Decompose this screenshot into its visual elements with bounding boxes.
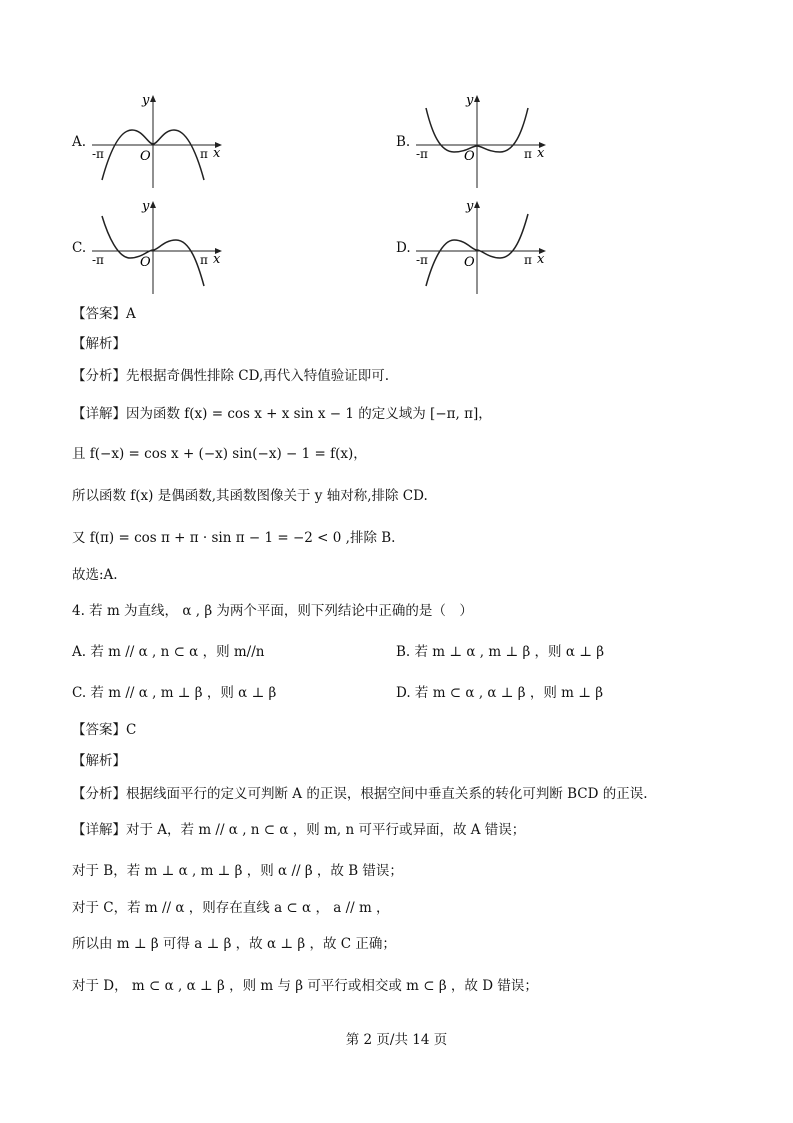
q3-fenxi: 【分析】先根据奇偶性排除 CD,再代入特值验证即可. <box>72 368 390 384</box>
graph-c <box>88 194 228 299</box>
pi-label: π <box>200 253 208 267</box>
pi-label: π <box>524 253 532 267</box>
option-a-letter: A. <box>72 134 87 150</box>
q4-stem: 4. 若 m 为直线， α , β 为两个平面，则下列结论中正确的是（ ） <box>72 603 473 619</box>
q3-answer: 【答案】A <box>72 306 136 322</box>
y-arrow-icon <box>474 95 480 102</box>
neg-pi-label: -π <box>92 147 104 161</box>
q4-option-d: D. 若 m ⊂ α , α ⊥ β ，则 m ⊥ β <box>396 685 604 701</box>
q3-choose: 故选:A. <box>72 567 118 583</box>
graph-b <box>412 88 552 193</box>
y-arrow-icon <box>474 201 480 208</box>
y-label: y <box>142 199 150 214</box>
x-label: x <box>213 146 221 161</box>
graph-d <box>412 194 552 299</box>
y-arrow-icon <box>150 201 156 208</box>
neg-pi-label: -π <box>416 147 428 161</box>
q4-analysis-heading: 【解析】 <box>72 753 126 769</box>
y-label: y <box>466 199 474 214</box>
q4-detail-2: 对于 B，若 m ⊥ α , m ⊥ β ，则 α // β ，故 B 错误； <box>72 863 403 879</box>
q4-detail-5: 对于 D， m ⊂ α , α ⊥ β ，则 m 与 β 可平行或相交或 m ⊂ β ，故 D 错误； <box>72 978 538 994</box>
x-label: x <box>537 252 545 267</box>
q3-analysis-heading: 【解析】 <box>72 336 126 352</box>
x-label: x <box>213 252 221 267</box>
x-label: x <box>537 146 545 161</box>
y-label: y <box>142 93 150 108</box>
pi-label: π <box>524 147 532 161</box>
neg-pi-label: -π <box>92 253 104 267</box>
origin-label: O <box>464 255 475 270</box>
pi-label: π <box>200 147 208 161</box>
q4-detail-1: 【详解】对于 A，若 m // α , n ⊂ α ，则 m, n 可平行或异面，故 A 错误； <box>72 822 526 838</box>
q3-detail-2: 且 f(−x) = cos x + (−x) sin(−x) − 1 = f(x)， <box>72 446 367 462</box>
q3-detail-3: 所以函数 f(x) 是偶函数,其函数图像关于 y 轴对称,排除 CD. <box>72 488 428 504</box>
q4-detail-3: 对于 C，若 m // α ，则存在直线 a ⊂ α ， a // m ， <box>72 900 390 916</box>
origin-label: O <box>464 149 475 164</box>
option-c-letter: C. <box>72 240 87 256</box>
option-d-letter: D. <box>396 240 411 256</box>
page-footer: 第 2 页/共 14 页 <box>345 1032 448 1048</box>
q4-option-b: B. 若 m ⊥ α , m ⊥ β ，则 α ⊥ β <box>396 644 605 660</box>
option-b-letter: B. <box>396 134 411 150</box>
q4-fenxi: 【分析】根据线面平行的定义可判断 A 的正误，根据空间中垂直关系的转化可判断 BCD 的正误. <box>72 786 648 802</box>
q4-detail-4: 所以由 m ⊥ β 可得 a ⊥ β ，故 α ⊥ β ，故 C 正确； <box>72 936 396 952</box>
origin-label: O <box>140 255 151 270</box>
q3-detail-1: 【详解】因为函数 f(x) = cos x + x sin x − 1 的定义域为 [−π, π]， <box>72 406 492 422</box>
q3-detail-4: 又 f(π) = cos π + π · sin π − 1 = −2 < 0 ,排除 B. <box>72 530 396 546</box>
y-arrow-icon <box>150 95 156 102</box>
q4-option-a: A. 若 m // α , n ⊂ α ，则 m//n <box>72 644 265 660</box>
origin-label: O <box>140 149 151 164</box>
neg-pi-label: -π <box>416 253 428 267</box>
q4-option-c: C. 若 m // α , m ⊥ β ，则 α ⊥ β <box>72 685 277 701</box>
graph-a <box>88 88 228 193</box>
q4-answer: 【答案】C <box>72 722 137 738</box>
y-label: y <box>466 93 474 108</box>
